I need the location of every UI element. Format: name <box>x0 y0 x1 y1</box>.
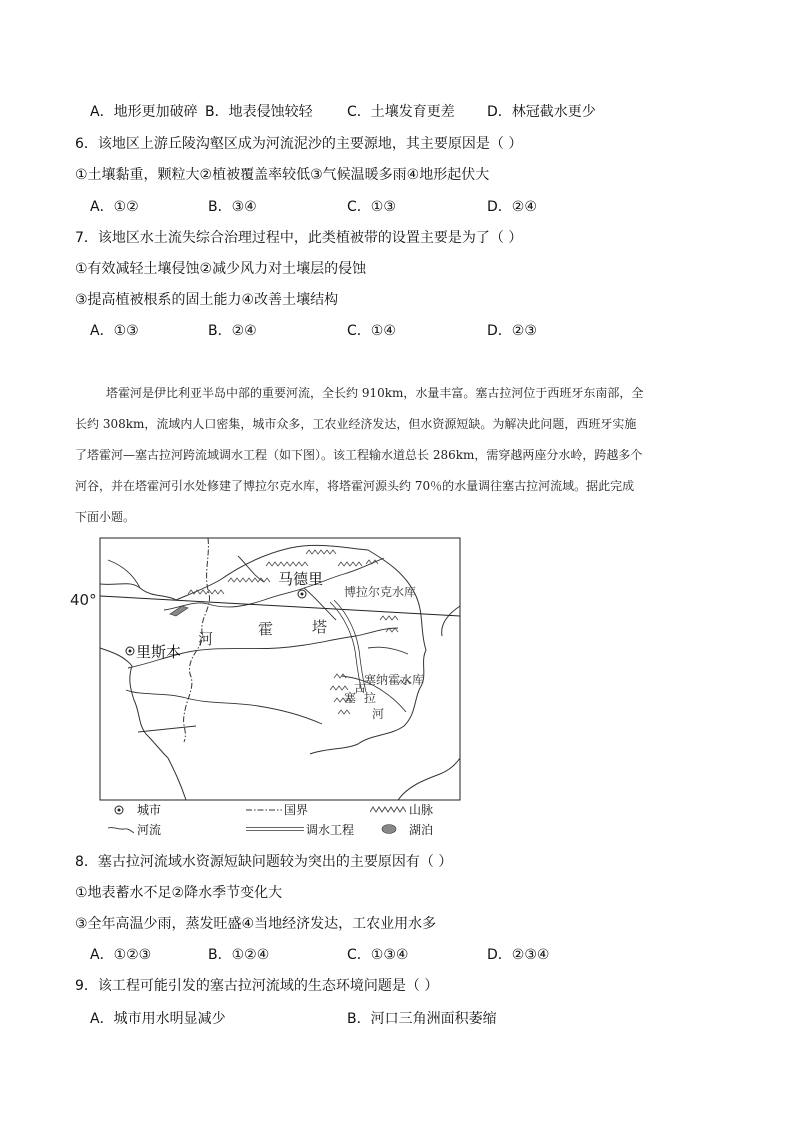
q7-choices-line-2: ③提高植被根系的固土能力④改善土壤结构 <box>75 292 339 308</box>
label-madrid: 马德里 <box>278 570 324 588</box>
passage-line: 河谷，并在塔霍河引水处修建了博拉尔克水库，将塔霍河源头约 70％的水量调往塞古拉河流域。据此完成 <box>75 479 635 493</box>
legend-city-label: 城市 <box>137 803 162 817</box>
q8-option-a: A．①②③ <box>90 947 152 963</box>
q8-option-b: B．①②④ <box>208 947 270 963</box>
q7-option-a: A．①③ <box>90 323 139 339</box>
label-segura-char: 河 <box>372 707 385 721</box>
q8-option-d: D．②③④ <box>487 947 550 963</box>
legend-lake-label: 湖泊 <box>409 823 434 837</box>
label-segura-char: 塞 <box>344 691 357 705</box>
q6-option-c: C．①③ <box>347 199 396 215</box>
q6-choices: ①土壤黏重，颗粒大②植被覆盖率较低③气候温暖多雨④地形起伏大 <box>75 167 490 183</box>
legend-canal-label: 调水工程 <box>306 823 355 837</box>
legend-border-icon <box>246 806 282 814</box>
label-tajo-char: 霍 <box>258 620 274 638</box>
city-marker-dot <box>301 593 304 596</box>
q8-choices-line-1: ①地表蓄水不足②降水季节变化大 <box>75 885 283 901</box>
passage-line: 塔霍河是伊比利亚半岛中部的重要河流，全长约 910km，水量丰富。塞古拉河位于西班牙东南部，全 <box>106 386 644 400</box>
legend-river-label: 河流 <box>137 823 162 837</box>
passage-line: 长约 308km，流域内人口密集，城市众多，工农业经济发达，但水资源短缺。为解决此问题，西班牙实施 <box>75 417 637 431</box>
label-segura-char: 古 <box>354 681 367 695</box>
legend-mountain-icon <box>370 804 406 814</box>
city-marker-dot <box>129 650 132 653</box>
legend-river-icon <box>108 824 134 834</box>
q9-option-b: B．河口三角洲面积萎缩 <box>347 1011 497 1027</box>
q8-option-c: C．①③④ <box>347 947 409 963</box>
q7-choices-line-1: ①有效减轻土壤侵蚀②减少风力对土壤层的侵蚀 <box>75 261 367 277</box>
label-segura-char: 拉 <box>364 691 377 705</box>
passage-line: 下面小题。 <box>75 510 136 524</box>
q5-option-d: D．林冠截水更少 <box>487 104 596 120</box>
city-lisbon <box>126 647 134 655</box>
q8-choices-line-2: ③全年高温少雨，蒸发旺盛④当地经济发达，工农业用水多 <box>75 916 437 932</box>
q8-stem: 8．塞古拉河流域水资源短缺问题较为突出的主要原因有（ ） <box>75 854 453 870</box>
q9-stem: 9．该工程可能引发的塞古拉河流域的生态环境问题是（ ） <box>75 978 439 994</box>
legend-mountain-label: 山脉 <box>409 803 434 817</box>
q7-stem: 7．该地区水土流失综合治理过程中，此类植被带的设置主要是为了（ ） <box>75 230 523 246</box>
q7-option-c: C．①④ <box>347 323 396 339</box>
legend-lake-icon <box>380 823 398 835</box>
city-madrid <box>298 590 306 598</box>
q6-option-a: A．①② <box>90 199 139 215</box>
q6-option-b: B．③④ <box>208 199 257 215</box>
label-tajo-char: 河 <box>198 630 214 648</box>
label-lisbon: 里斯本 <box>136 643 182 661</box>
label-bolarque-reservoir: 博拉尔克水库 <box>344 585 417 599</box>
label-40-degrees: 40° <box>70 591 97 609</box>
passage-line: 了塔霍河—塞古拉河跨流域调水工程（如下图）。该工程输水道总长 286km，需穿越两座分水岭，跨越多个 <box>75 448 643 462</box>
q5-option-a: A．地形更加破碎 <box>90 104 198 120</box>
legend-border-label: 国界 <box>284 803 309 817</box>
legend-city-icon <box>113 804 125 816</box>
legend-canal-icon <box>246 825 304 833</box>
q9-option-a: A．城市用水明显减少 <box>90 1011 226 1027</box>
q6-option-d: D．②④ <box>487 199 537 215</box>
q5-option-b: B．地表侵蚀较轻 <box>205 104 313 120</box>
q6-stem: 6．该地区上游丘陵沟壑区成为河流泥沙的主要源地，其主要原因是（ ） <box>75 136 523 152</box>
water-transfer-map <box>68 536 468 806</box>
label-cenajo-reservoir: 塞纳霍水库 <box>364 673 425 687</box>
label-tajo-char: 塔 <box>312 618 328 636</box>
q7-option-d: D．②③ <box>487 323 537 339</box>
q5-option-c: C．土壤发育更差 <box>347 104 455 120</box>
q7-option-b: B．②④ <box>208 323 257 339</box>
